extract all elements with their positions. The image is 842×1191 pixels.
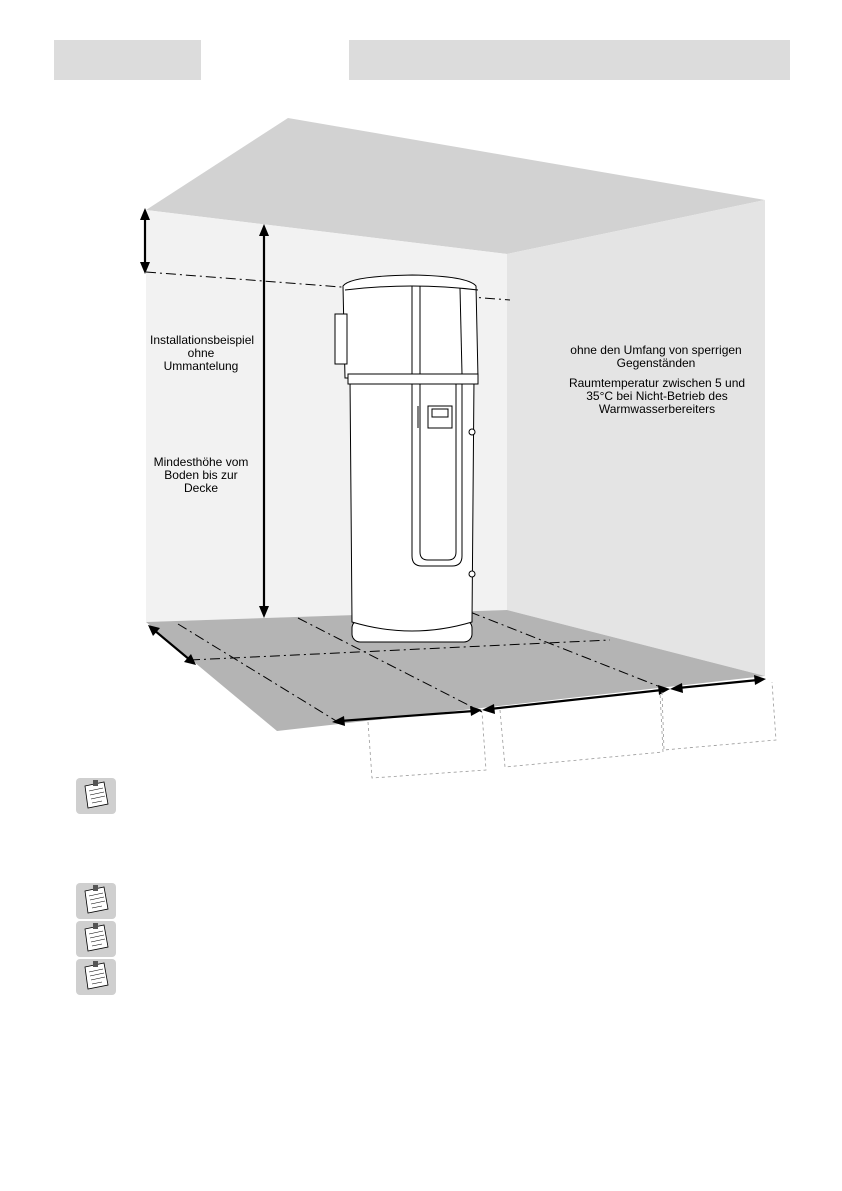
min-height-label: Mindesthöhe vom Boden bis zur Decke [153, 455, 249, 495]
right-wall [507, 200, 765, 676]
notepad-icon [76, 959, 116, 995]
installation-example-label: Installationsbeispiel ohne Ummantelung [150, 333, 255, 373]
water-heater [335, 275, 478, 642]
notepad-icon [76, 778, 116, 814]
no-bulky-objects-label: ohne den Umfang von sperrigen Gegenständen [570, 343, 742, 370]
notepad-icon [76, 883, 116, 919]
room-temperature-label: Raumtemperatur zwischen 5 und 35°C bei Nicht-Betrieb des Warmwasserbereiters [568, 376, 746, 416]
notepad-icon [76, 921, 116, 957]
